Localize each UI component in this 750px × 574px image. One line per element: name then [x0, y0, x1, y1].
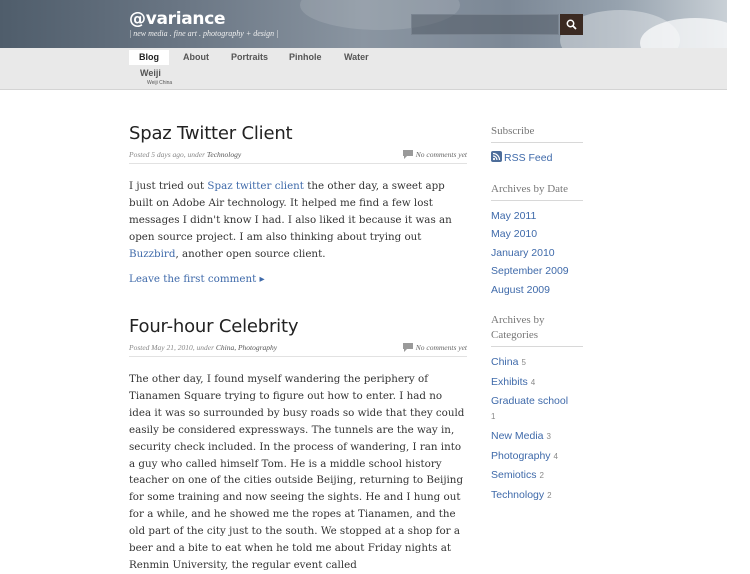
spaz-link[interactable]: Spaz twitter client — [207, 180, 304, 192]
subscribe-heading: Subscribe — [491, 124, 583, 143]
archive-date-item[interactable]: May 2011 — [491, 209, 537, 222]
archives-by-date — [491, 182, 583, 300]
rss-feed-label: RSS Feed — [504, 152, 553, 164]
post-body: I just tried out Spaz twitter client the other day, a sweet app built on Adobe Air technology. It helped me find a few lost messages I didn't know I had. I also liked it because it was an open source project. I am also thinking about trying out Buzzbird, another open source client. — [129, 180, 452, 260]
category-count: 2 — [539, 471, 544, 480]
category-item[interactable]: Semiotics 2 — [491, 469, 544, 481]
rss-icon — [491, 151, 502, 162]
nav-sub-weiji[interactable]: Weiji — [140, 68, 161, 78]
nav-subsub-weiji-china[interactable]: Weiji China — [147, 80, 173, 86]
nav-item-water[interactable]: Water — [344, 52, 369, 62]
sidebar — [491, 124, 583, 519]
post-meta — [129, 343, 467, 357]
leave-comment-link[interactable]: Leave the first comment ▸ — [129, 272, 265, 285]
nav-item-blog[interactable]: Blog — [129, 50, 169, 65]
post-comments-link[interactable] — [403, 150, 467, 159]
nav-item-portraits[interactable]: Portraits — [231, 52, 269, 62]
category-item[interactable]: Technology 2 — [491, 488, 552, 501]
post-categories[interactable]: Technology — [206, 150, 242, 159]
archive-date-item[interactable]: September 2009 — [491, 265, 569, 277]
category-count: 4 — [553, 451, 558, 461]
post-categories[interactable]: China, Photography — [215, 343, 278, 352]
category-item[interactable]: New Media 3 — [491, 430, 551, 442]
category-count: 5 — [521, 358, 526, 367]
post-title[interactable]: Four-hour Celebrity — [129, 316, 299, 337]
post-meta — [129, 150, 467, 164]
category-count: 3 — [546, 432, 551, 441]
buzzbird-link[interactable]: Buzzbird — [129, 247, 176, 260]
category-item[interactable]: Exhibits 4 — [491, 375, 536, 388]
subscribe-section — [491, 124, 583, 168]
comment-bubble-icon — [403, 343, 413, 352]
category-count: 2 — [547, 490, 552, 500]
comments-label: No comments yet — [415, 150, 467, 159]
comment-bubble-icon — [403, 150, 413, 159]
post-title[interactable]: Spaz Twitter Client — [129, 123, 293, 144]
archives-date-heading: Archives by Date — [491, 182, 583, 201]
site-header — [0, 0, 727, 48]
category-count: 1 — [491, 412, 496, 421]
search-button[interactable] — [560, 14, 583, 35]
magnifier-icon — [566, 19, 577, 30]
rss-feed-link[interactable] — [491, 149, 583, 168]
search-input[interactable] — [411, 14, 559, 35]
category-item[interactable]: Photography 4 — [491, 449, 558, 462]
site-tagline: | new media . fine art . photography + design | — [129, 29, 279, 38]
main-nav — [0, 48, 727, 90]
post-date: Posted 5 days ago, under — [129, 150, 206, 159]
nav-item-pinhole[interactable]: Pinhole — [289, 52, 322, 62]
nav-item-about[interactable]: About — [183, 52, 209, 62]
archive-date-item[interactable]: May 2010 — [491, 228, 538, 240]
category-item[interactable]: China 5 — [491, 356, 526, 368]
archives-cat-heading: Archives by Categories — [491, 313, 583, 347]
archives-by-category — [491, 313, 583, 505]
comments-label: No comments yet — [415, 343, 467, 352]
archive-date-item[interactable]: January 2010 — [491, 246, 555, 259]
post-date: Posted May 21, 2010, under — [129, 343, 214, 352]
category-item[interactable]: Graduate school 1 — [491, 395, 569, 421]
archive-date-item[interactable]: August 2009 — [491, 283, 550, 296]
post-comments-link[interactable] — [403, 343, 467, 352]
post-spaz — [129, 123, 467, 287]
post-body: The other day, I found myself wandering the periphery of Tianamen Square trying to figure out how to enter. I had no idea it was so surrounded by busy roads so wide that they could easily be considered expressways. The tunnels are the way in, security check included. In the process of wandering, I ran into a guy who called himself Tom. He is a middle school history teacher on one of the cities outside Beijing, returning to Beijing for some training and now seeing the sights. He and I hung out for a while, and he showed me the ropes at Tianamen, and the old part of the city just to the south. We stopped at a shop for a beer and a bite to eat when he told me about Friday nights at Renmin University, the regular event called — [129, 373, 465, 571]
post-four-hour-celebrity — [129, 316, 467, 574]
category-count: 4 — [530, 377, 536, 387]
site-title[interactable]: @variance — [129, 9, 226, 29]
